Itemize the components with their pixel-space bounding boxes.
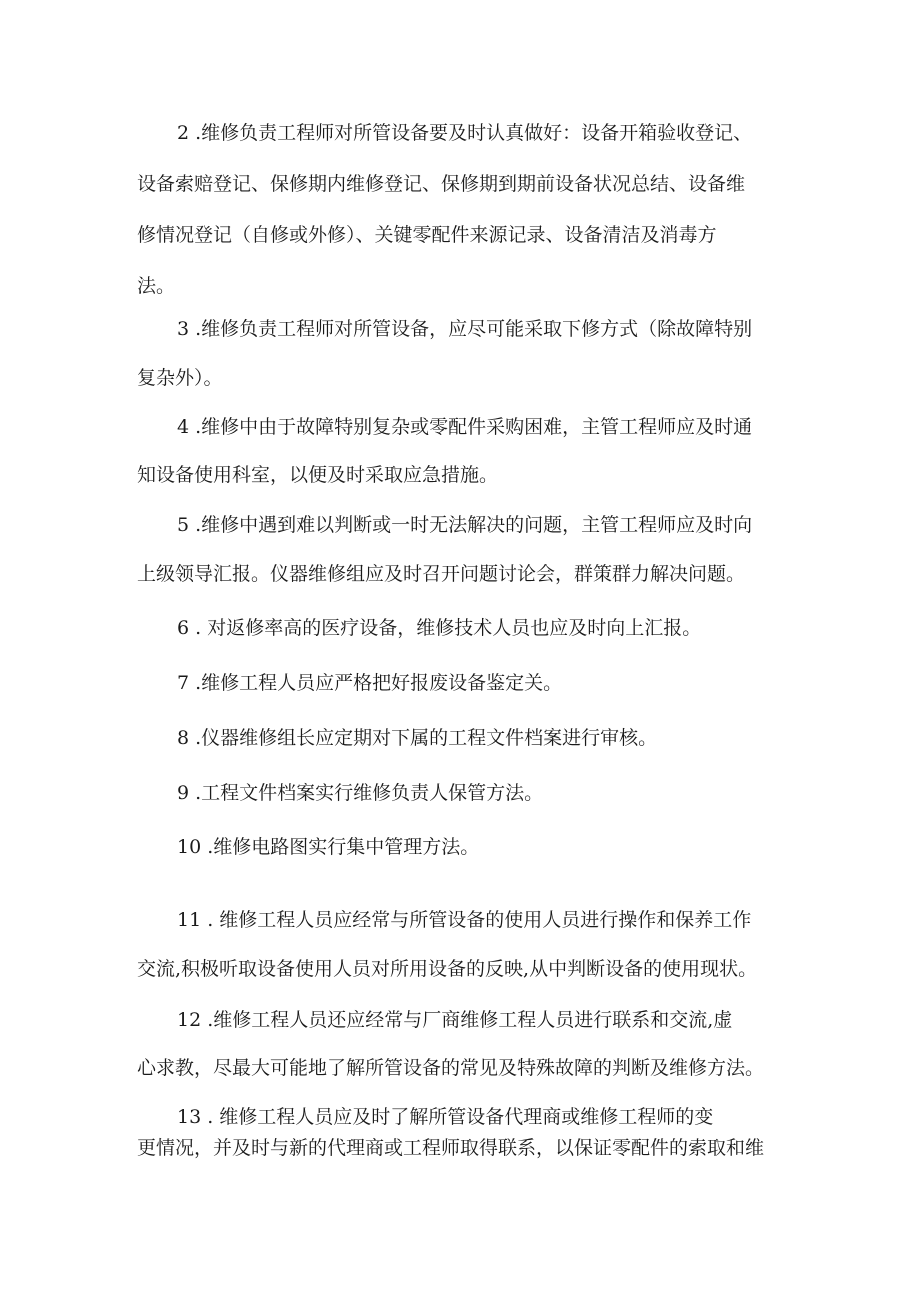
paragraph-item-6	[137, 617, 797, 640]
paragraph-line: 13 . 维修工程人员应及时了解所管设备代理商或维修工程师的变	[177, 1106, 714, 1128]
paragraph-line: 12 .维修工程人员还应经常与厂商维修工程人员进行联系和交流,虚	[177, 1009, 733, 1031]
paragraph-item-3	[137, 318, 797, 390]
paragraph-line: 知设备使用科室，以便及时采取应急措施。	[137, 464, 499, 486]
paragraph-line: 8 .仪器维修组长应定期对下属的工程文件档案进行审核。	[177, 727, 658, 749]
paragraph-line: 上级领导汇报。仪器维修组应及时召开问题讨论会，群策群力解决问题。	[137, 563, 746, 585]
paragraph-line: 6 . 对返修率高的医疗设备，维修技术人员也应及时向上汇报。	[177, 617, 702, 639]
paragraph-item-10	[137, 836, 797, 859]
paragraph-item-8	[137, 727, 797, 750]
paragraph-item-2	[137, 122, 797, 298]
paragraph-line: 设备索赔登记、保修期内维修登记、保修期到期前设备状况总结、设备维	[137, 173, 746, 195]
paragraph-line: 2 .维修负责工程师对所管设备要及时认真做好：设备开箱验收登记、	[177, 122, 753, 144]
paragraph-line: 10 .维修电路图实行集中管理方法。	[177, 836, 480, 858]
paragraph-item-7	[137, 672, 797, 695]
paragraph-item-5	[137, 514, 797, 586]
paragraph-line: 交流,积极听取设备使用人员对所用设备的反映,从中判断设备的使用现状。	[137, 958, 758, 980]
paragraph-item-11	[137, 909, 797, 981]
paragraph-line: 9 .工程文件档案实行维修负责人保管方法。	[177, 782, 544, 804]
paragraph-line: 3 .维修负责工程师对所管设备，应尽可能采取下修方式（除故障特别	[177, 318, 753, 340]
paragraph-line: 复杂外）。	[137, 367, 223, 389]
paragraph-line: 7 .维修工程人员应严格把好报废设备鉴定关。	[177, 672, 563, 694]
paragraph-line: 4 .维修中由于故障特别复杂或零配件采购困难，主管工程师应及时通	[177, 416, 753, 438]
paragraph-line: 心求教，尽最大可能地了解所管设备的常见及特殊故障的判断及维修方法。	[137, 1057, 765, 1079]
paragraph-item-9	[137, 782, 797, 805]
paragraph-line: 11 . 维修工程人员应经常与所管设备的使用人员进行操作和保养工作	[177, 909, 752, 931]
paragraph-line: 法。	[137, 275, 176, 297]
paragraph-item-13	[137, 1106, 797, 1160]
paragraph-item-4	[137, 416, 797, 487]
paragraph-line: 5 .维修中遇到难以判断或一时无法解决的问题，主管工程师应及时向	[177, 514, 753, 536]
paragraph-line: 更情况，并及时与新的代理商或工程师取得联系，以保证零配件的索取和维	[137, 1137, 765, 1159]
paragraph-line: 修情况登记（自修或外修）、关键零配件来源记录、设备清洁及消毒方	[137, 224, 717, 246]
paragraph-item-12	[137, 1009, 797, 1080]
